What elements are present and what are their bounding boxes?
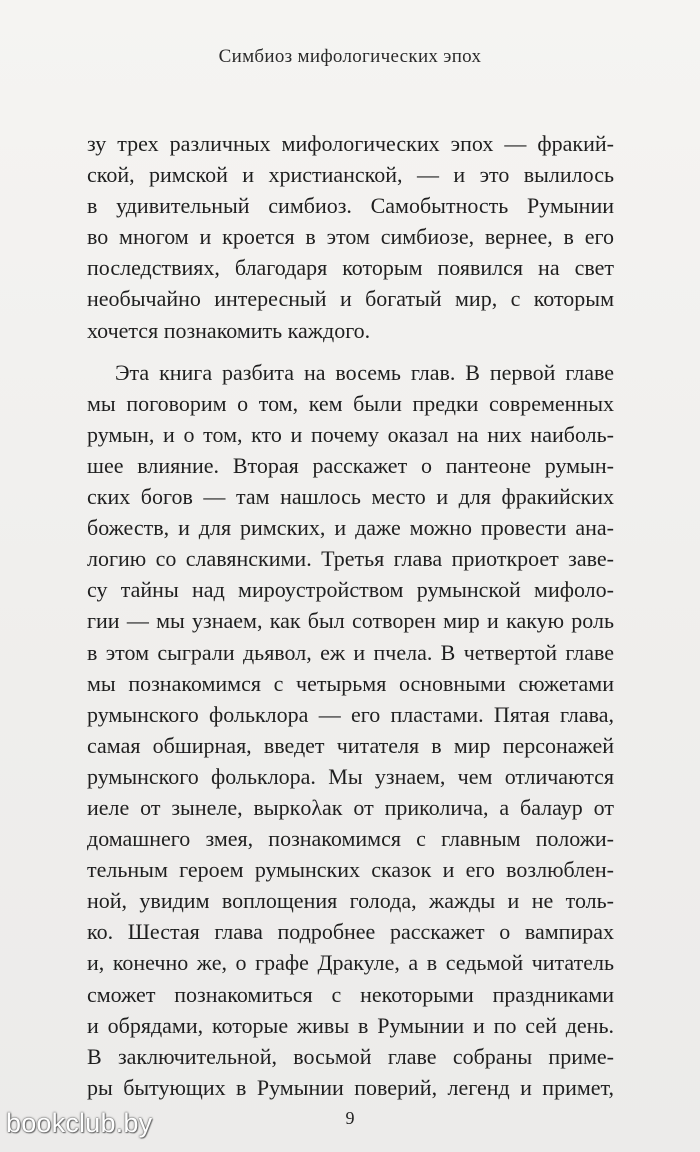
site-watermark: bookclub.by [6,1108,153,1138]
text-line: хочется познакомить каждого. [87,317,371,343]
text-line: румынского фольклора — его пластами. Пятая глава, [87,701,614,727]
text-line: логию со славянскими. Третья глава приоткроет заве- [87,546,614,572]
text-line: в удивительный симбиоз. Самобытность Румынии [87,193,614,219]
text-line: самая обширная, введет читателя в мир персонажей [87,732,614,758]
text-line: необычайно интересный и богатый мир, с которым [87,286,614,312]
text-line: во многом и кроется в этом симбиозе, вернее, в его [87,224,614,250]
text-line: последствиях, благодаря которым появился на свет [87,255,614,281]
text-line: гии — мы узнаем, как был сотворен мир и какую роль [87,608,614,634]
running-title: Симбиоз мифологических эпох [218,46,482,67]
text-line: ной, увидим воплощения голода, жажды и не толь- [87,888,614,914]
text-line: шее влияние. Вторая расскажет о пантеоне румын- [87,452,614,478]
paragraph-gap [87,346,614,357]
text-line: и, конечно же, о графе Дракуле, а в седьмой читатель [87,950,614,976]
paragraph-1 [87,128,614,346]
text-line: зу трех различных мифологических эпох — фракий- [87,131,614,156]
page-number: 9 [345,1108,355,1128]
text-line: домашнего змея, познакомимся с главным положи- [87,826,614,852]
text-line: в этом сыграли дьявол, еж и пчела. В четвертой главе [87,639,614,665]
text-line: мы поговорим о том, кем были предки современных [87,390,614,416]
paragraph-2 [87,357,614,1103]
text-line: и обрядами, которые живы в Румынии и по сей день. [87,1012,614,1038]
text-line: су тайны над мироустройством румынской мифоло- [87,577,614,603]
text-line: ры бытующих в Румынии поверий, легенд и примет, [87,1074,614,1100]
text-line: божеств, и для римских, и даже можно провести ана- [87,515,614,541]
text-line: мы познакомимся с четырьмя основными сюжетами [87,670,614,696]
text-line: сможет познакомиться с некоторыми праздниками [87,981,614,1007]
text-line: ко. Шестая глава подробнее расскажет о вампирах [87,919,614,945]
text-line: В заключительной, восьмой главе собраны приме- [87,1043,614,1069]
text-line: тельным героем румынских сказок и его возлюблен- [87,857,614,883]
text-line: ской, римской и христианской, — и это вылилось [87,162,614,188]
text-line: румынского фольклора. Мы узнаем, чем отличаются [87,763,614,789]
text-line: ских богов — там нашлось место и для фракийских [87,484,614,510]
text-line: Эта книга разбита на восемь глав. В первой главе [115,359,614,385]
text-line: иеле от зынеле, выркολак от приколича, а балаур от [87,794,614,820]
body-text [87,128,614,1103]
text-line: румын, и о том, кто и почему оказал на них наиболь- [87,421,614,447]
